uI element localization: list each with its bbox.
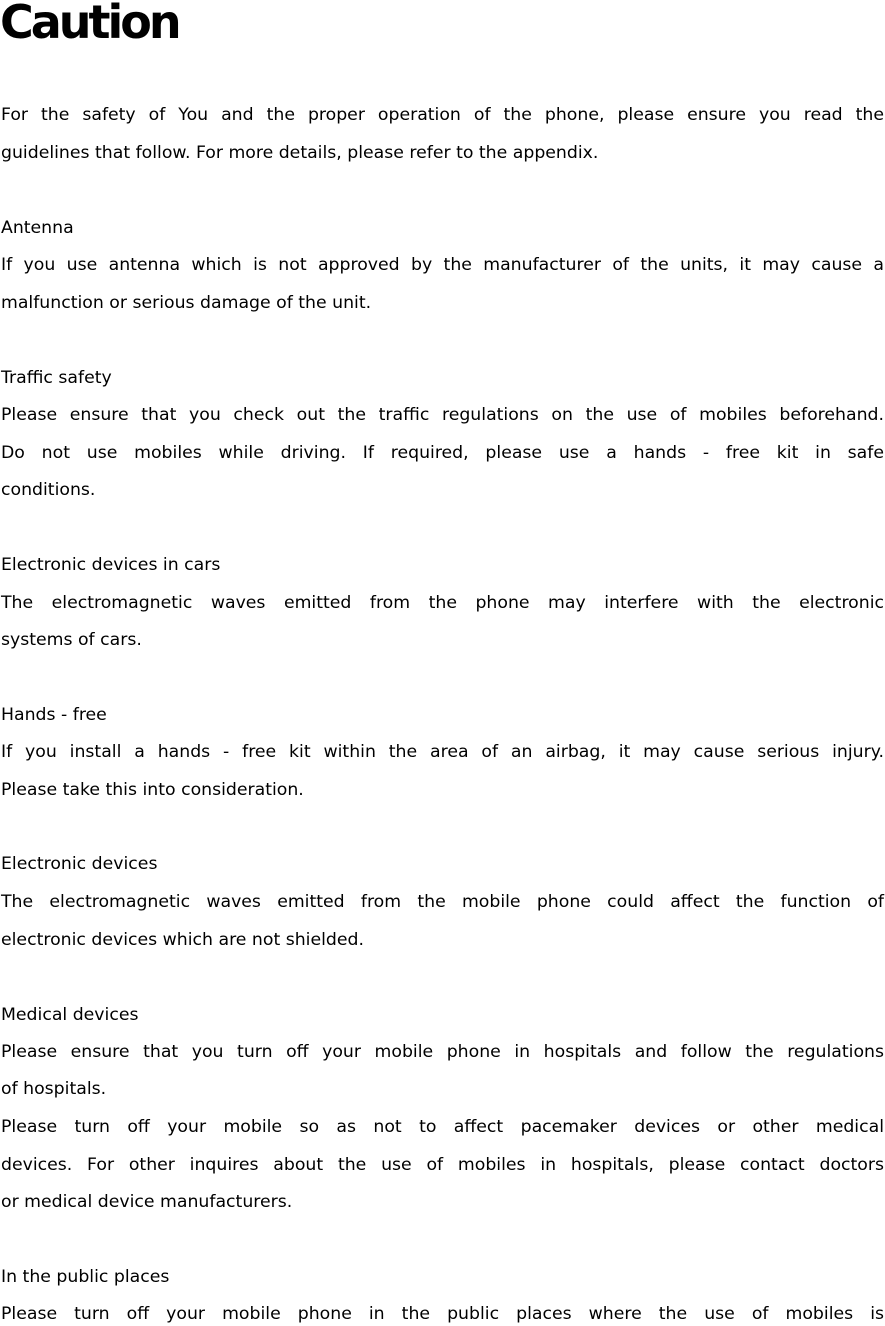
traffic-line-3: conditions. [1,480,96,500]
antenna-line-2: malfunction or serious damage of the unit. [1,293,372,313]
section-heading-public-places: In the public places [1,1267,170,1287]
hands-free-line-1: If you install a hands - free kit within the area of an airbag, it may cause serious injury. [1,742,884,762]
medical-line-4: devices. For other inquires about the use of mobiles in hospitals, please contact doctors [1,1155,884,1175]
hands-free-line-2: Please take this into consideration. [1,780,304,800]
section-heading-electronic-devices-in-cars: Electronic devices in cars [1,555,221,575]
section-heading-hands-free: Hands - free [1,705,107,725]
electronic-line-2: electronic devices which are not shielded. [1,930,364,950]
medical-line-1: Please ensure that you turn off your mobile phone in hospitals and follow the regulations [1,1042,884,1062]
medical-line-2: of hospitals. [1,1079,107,1099]
medical-line-3: Please turn off your mobile so as not to affect pacemaker devices or other medical [1,1117,884,1137]
section-heading-traffic-safety: Traffic safety [1,368,112,388]
electronic-line-1: The electromagnetic waves emitted from the mobile phone could affect the function of [1,892,884,912]
public-places-line-1: Please turn off your mobile phone in the public places where the use of mobiles is [1,1304,884,1324]
section-heading-antenna: Antenna [1,218,74,238]
antenna-line-1: If you use antenna which is not approved by the manufacturer of the units, it may cause a [1,255,884,275]
section-heading-medical-devices: Medical devices [1,1005,139,1025]
section-heading-electronic-devices: Electronic devices [1,854,158,874]
intro-line-1: For the safety of You and the proper operation of the phone, please ensure you read the [1,105,884,125]
cars-line-2: systems of cars. [1,630,142,650]
traffic-line-1: Please ensure that you check out the traffic regulations on the use of mobiles beforehand. [1,405,884,425]
medical-line-5: or medical device manufacturers. [1,1192,293,1212]
cars-line-1: The electromagnetic waves emitted from the phone may interfere with the electronic [1,593,884,613]
page-title: Caution [0,0,179,49]
intro-line-2: guidelines that follow. For more details, please refer to the appendix. [1,143,599,163]
traffic-line-2: Do not use mobiles while driving. If required, please use a hands - free kit in safe [1,443,884,463]
